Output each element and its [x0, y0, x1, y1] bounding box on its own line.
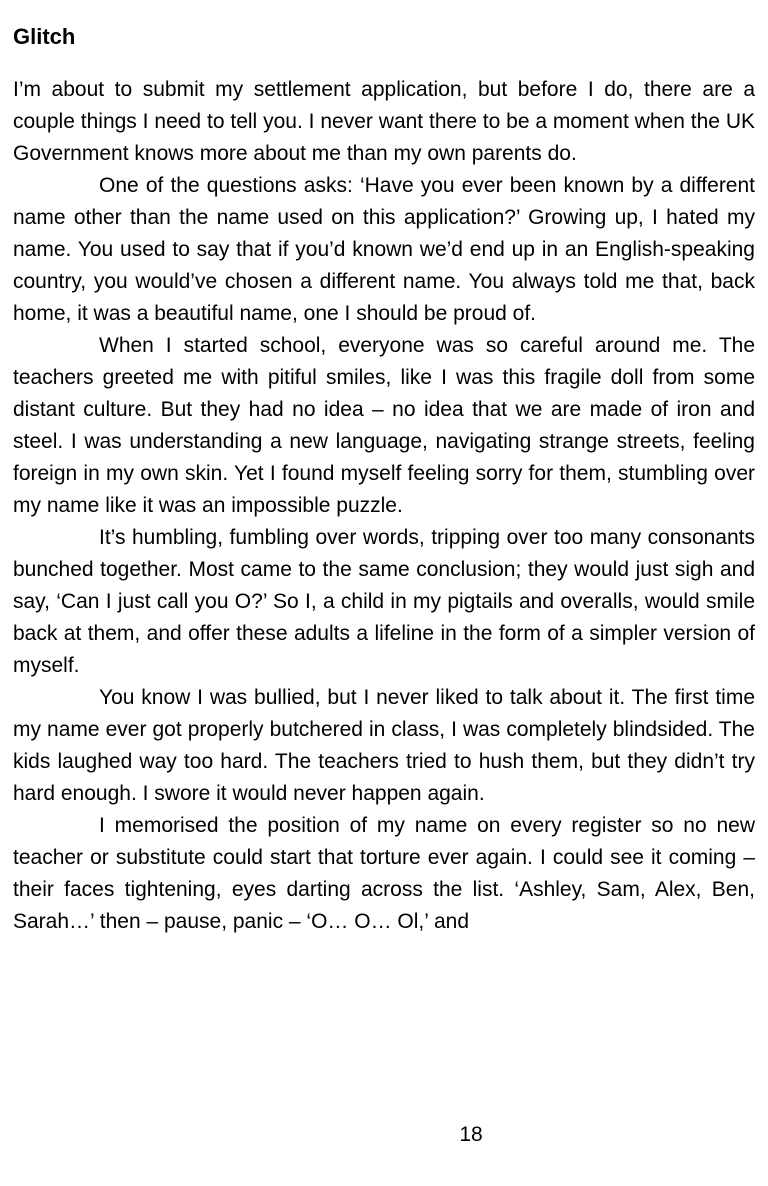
paragraph-4: It’s humbling, fumbling over words, tripping over too many consonants bunched together. Most came to the same conclusion; they would just sigh and say, ‘Can I just call you O?’ So I, a child in my pigtails and overalls, would smile back at them, and offer these adults a lifeline in the form of a simpler version of myself. — [13, 526, 755, 677]
paragraph-3: When I started school, everyone was so careful around me. The teachers greeted me with pitiful smiles, like I was this fragile doll from some distant culture. But they had no idea – no idea that we are made of iron and steel. I was understanding a new language, navigating strange streets, feeling foreign in my own skin. Yet I found myself feeling sorry for them, stumbling over my name like it was an impossible puzzle. — [13, 334, 755, 517]
paragraph-6: I memorised the position of my name on every register so no new teacher or substitute could start that torture ever again. I could see it coming – their faces tightening, eyes darting across the list. ‘Ashley, Sam, Alex, Ben, Sarah…’ then – pause, panic – ‘O… O… Ol,’ and — [13, 814, 755, 933]
paragraph-2: One of the questions asks: ‘Have you ever been known by a different name other than the name used on this application?’ Growing up, I hated my name. You used to say that if you’d known we’d end up in an English-speaking country, you would’ve chosen a different name. You always told me that, back home, it was a beautiful name, one I should be proud of. — [13, 174, 755, 325]
page-number: 18 — [459, 1123, 483, 1146]
paragraph-5: You know I was bullied, but I never liked to talk about it. The first time my name ever got properly butchered in class, I was completely blindsided. The kids laughed way too hard. The teachers tried to hush them, but they didn’t try hard enough. I swore it would never happen again. — [13, 686, 755, 805]
chapter-title: Glitch — [13, 24, 76, 49]
document-page — [13, 0, 755, 1186]
body-text — [13, 74, 755, 938]
paragraph-1: I’m about to submit my settlement application, but before I do, there are a couple things I need to tell you. I never want there to be a moment when the UK Government knows more about me than my own parents do. — [13, 78, 755, 165]
